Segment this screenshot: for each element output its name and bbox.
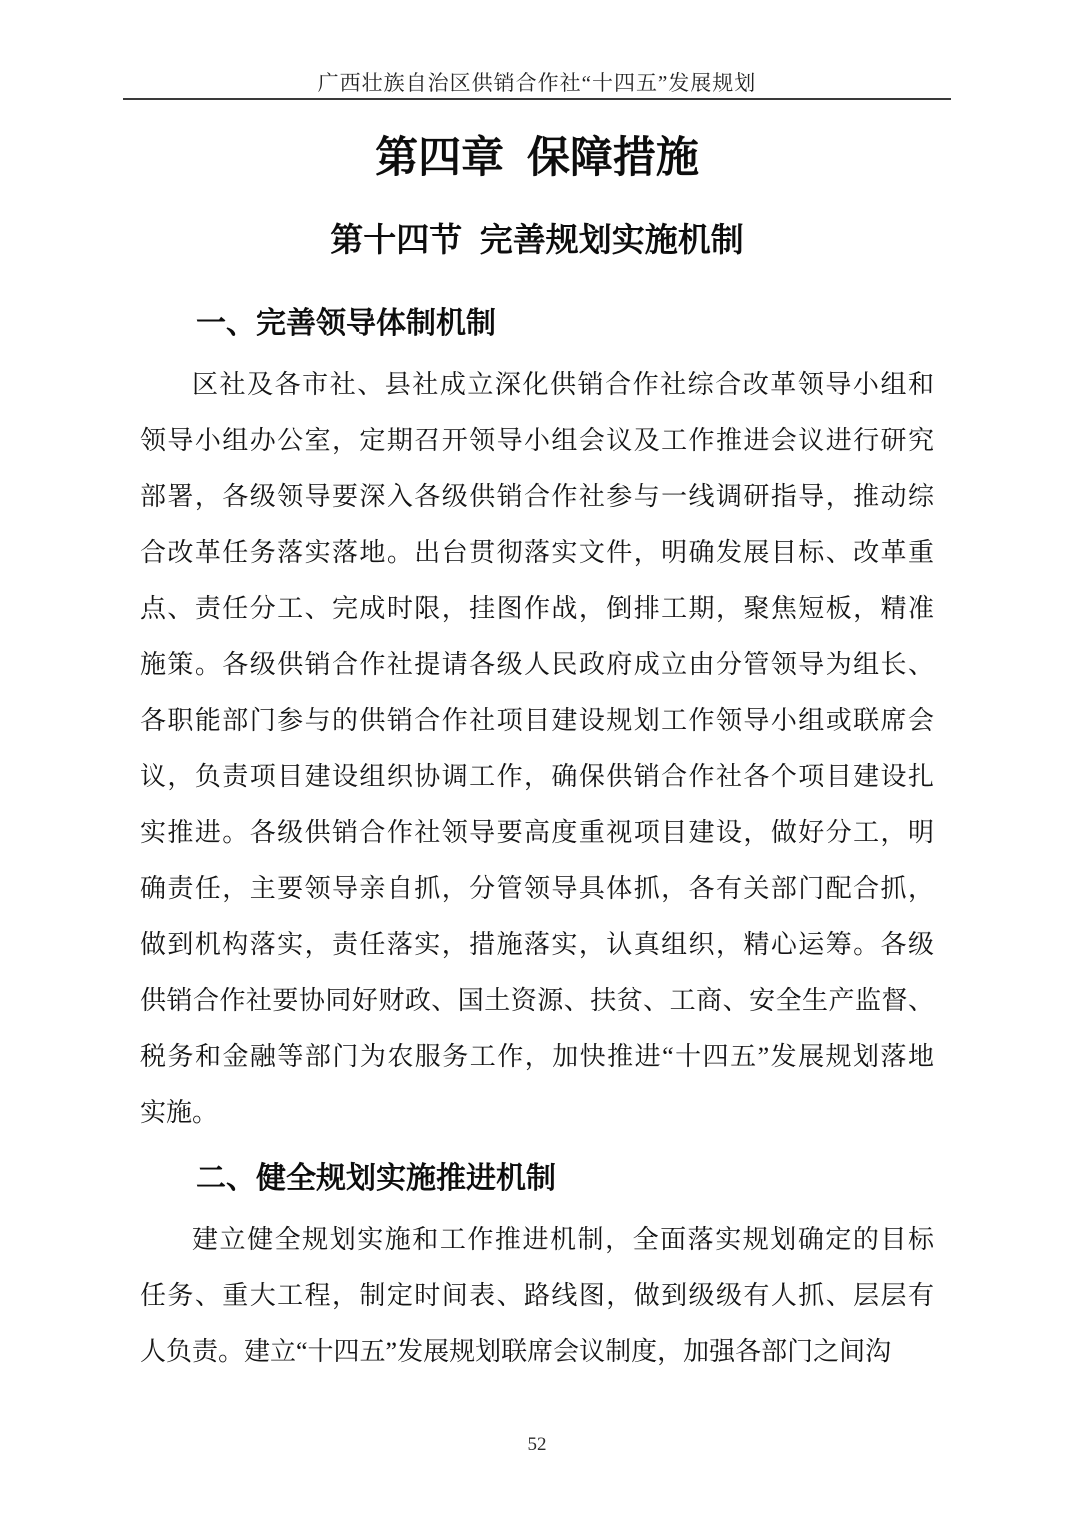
paragraph-line: 人负责。建立“十四五”发展规划联席会议制度，加强各部门之间沟 <box>140 1337 892 1366</box>
page-number: 52 <box>527 1434 547 1455</box>
paragraph-line: 确责任，主要领导亲自抓，分管领导具体抓，各有关部门配合抓， <box>140 874 934 903</box>
numbered-heading: 一、完善领导体制机制 <box>196 307 496 340</box>
section-title: 第十四节 完善规划实施机制 <box>330 221 744 258</box>
paragraph <box>140 357 934 1141</box>
paragraph-line: 部署，各级领导要深入各级供销合作社参与一线调研指导，推动综 <box>140 482 934 511</box>
paragraph-line: 供销合作社要协同好财政、国土资源、扶贫、工商、安全生产监督、 <box>140 986 934 1015</box>
paragraph-line: 区社及各市社、县社成立深化供销合作社综合改革领导小组和 <box>192 370 934 399</box>
paragraph-line: 做到机构落实，责任落实，措施落实，认真组织，精心运筹。各级 <box>140 930 934 959</box>
paragraph-line: 议，负责项目建设组织协调工作，确保供销合作社各个项目建设扎 <box>140 762 934 791</box>
paragraph-line: 施策。各级供销合作社提请各级人民政府成立由分管领导为组长、 <box>140 650 934 679</box>
paragraph-line: 合改革任务落实落地。出台贯彻落实文件，明确发展目标、改革重 <box>140 538 934 567</box>
paragraph-line: 实施。 <box>140 1098 219 1127</box>
paragraph-line: 领导小组办公室，定期召开领导小组会议及工作推进会议进行研究 <box>140 426 934 455</box>
running-header: 广西壮族自治区供销合作社“十四五”发展规划 <box>123 0 951 100</box>
paragraph <box>140 1212 934 1380</box>
paragraph-line: 税务和金融等部门为农服务工作，加快推进“十四五”发展规划落地 <box>140 1042 934 1071</box>
paragraph-line: 各职能部门参与的供销合作社项目建设规划工作领导小组或联席会 <box>140 706 934 735</box>
numbered-heading: 二、健全规划实施推进机制 <box>196 1162 556 1195</box>
paragraph-line: 实推进。各级供销合作社领导要高度重视项目建设，做好分工，明 <box>140 818 934 847</box>
paragraph-line: 点、责任分工、完成时限，挂图作战，倒排工期，聚焦短板，精准 <box>140 594 934 623</box>
paragraph-line: 建立健全规划实施和工作推进机制，全面落实规划确定的目标 <box>192 1225 934 1254</box>
document-sections <box>140 296 934 1380</box>
chapter-title: 第四章 保障措施 <box>375 134 699 182</box>
paragraph-line: 任务、重大工程，制定时间表、路线图，做到级级有人抓、层层有 <box>140 1281 934 1310</box>
